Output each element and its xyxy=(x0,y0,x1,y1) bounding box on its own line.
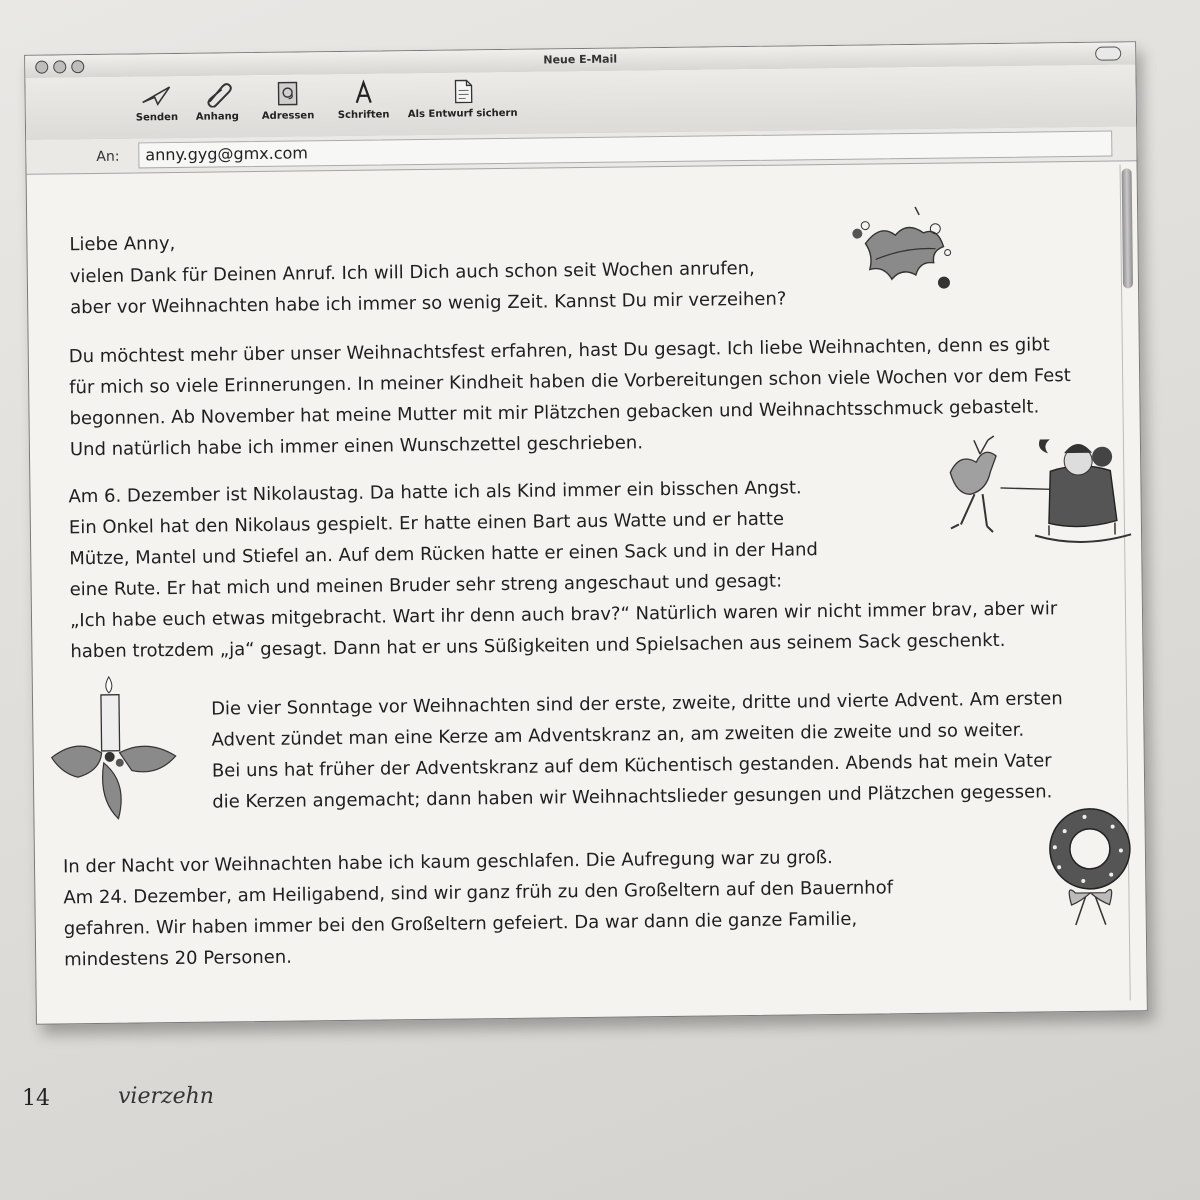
scrollbar-thumb[interactable] xyxy=(1122,168,1133,288)
paragraph-line: Am 24. Dezember, am Heiligabend, sind wir ganz früh zu den Großeltern auf den Bauernhof xyxy=(63,877,894,909)
paragraph-line: begonnen. Ab November hat meine Mutter mit mir Plätzchen gebacken und Weihnachtsschmuck gebastelt. xyxy=(69,396,1040,430)
paragraph-line: Und natürlich habe ich immer einen Wunschzettel geschrieben. xyxy=(69,432,644,461)
message-body[interactable] xyxy=(27,160,1147,1023)
save-draft-button[interactable] xyxy=(407,78,517,120)
address-book-icon xyxy=(275,80,301,106)
fonts-label: Schriften xyxy=(337,109,390,121)
holly-icon xyxy=(835,202,966,304)
page-number-word: vierzehn xyxy=(118,1084,214,1109)
paragraph-line: mindestens 20 Personen. xyxy=(64,946,293,971)
paperclip-icon xyxy=(202,81,232,107)
save-draft-label: Als Entwurf sichern xyxy=(407,107,518,121)
candle-holly-icon xyxy=(47,672,189,824)
paragraph-line: Mütze, Mantel und Stiefel an. Auf dem Rücken hatte er einen Sack und in der Hand xyxy=(69,539,819,570)
to-field[interactable]: anny.gyg@gmx.com xyxy=(138,131,1112,169)
email-window xyxy=(24,41,1148,1025)
paragraph-line: Die vier Sonntage vor Weihnachten sind der erste, zweite, dritte und vierte Advent. Am ersten xyxy=(210,688,1063,720)
paragraph-line: für mich so viele Erinnerungen. In meiner Kindheit haben die Vorbereitungen schon viele Wochen vor dem Fest xyxy=(69,365,1071,399)
paragraph-1 xyxy=(70,253,787,324)
paragraph-line: Ein Onkel hat den Nikolaus gespielt. Er hatte einen Bart aus Watte und er hatte xyxy=(68,508,785,539)
paragraph-line: haben trotzdem „ja“ gesagt. Dann hat er uns Süßigkeiten und Spielsachen aus seinem Sack geschenkt. xyxy=(70,629,1006,663)
paragraph-line: „Ich habe euch etwas mitgebracht. Wart ihr denn auch brav?“ Natürlich waren wir nicht immer brav, aber wir xyxy=(69,598,1058,632)
paragraph-line: Du möchtest mehr über unser Weihnachtsfest erfahren, hast Du gesagt. Ich liebe Weihnachten, denn es gibt xyxy=(68,334,1050,368)
paragraph-4 xyxy=(211,683,1064,817)
paragraph-line: aber vor Weihnachten habe ich immer so wenig Zeit. Kannst Du mir verzeihen? xyxy=(70,288,787,319)
advent-wreath-icon xyxy=(1034,800,1146,931)
paragraph-line: eine Rute. Er hat mich und meinen Bruder sehr streng angeschaut und gesagt: xyxy=(69,570,783,601)
paragraph-line: vielen Dank für Deinen Anruf. Ich will Dich auch schon seit Wochen anrufen, xyxy=(69,257,755,288)
addresses-label: Adressen xyxy=(261,110,315,122)
paragraph-line: gefahren. Wir haben immer bei den Großeltern gefeiert. Da war dann die ganze Familie, xyxy=(63,908,858,940)
send-button[interactable] xyxy=(135,82,178,124)
addresses-button[interactable] xyxy=(261,80,314,122)
paragraph-5 xyxy=(63,841,894,975)
paragraph-line: Bei uns hat früher der Adventskranz auf dem Küchentisch gestanden. Abends hat mein Vater xyxy=(211,750,1052,782)
page-number: 14 xyxy=(22,1086,50,1111)
paragraph-line: Am 6. Dezember ist Nikolaustag. Da hatte ich als Kind immer ein bisschen Angst. xyxy=(68,477,802,508)
fonts-button[interactable] xyxy=(337,79,389,121)
paragraph-2 xyxy=(69,329,1072,465)
to-label: An: xyxy=(96,148,120,165)
attach-button[interactable] xyxy=(195,81,239,123)
window-title: Neue E-Mail xyxy=(543,52,618,67)
toolbar-toggle-button[interactable] xyxy=(1095,46,1121,60)
font-icon xyxy=(350,80,376,106)
send-label: Senden xyxy=(135,111,179,124)
paragraph-line: Advent zündet man eine Kerze am Adventskranz an, am zweiten die zweite und so weiter. xyxy=(211,719,1025,751)
paragraph-line: die Kerzen angemacht; dann haben wir Weihnachtslieder gesungen und Plätzchen gegessen. xyxy=(212,781,1053,813)
send-icon xyxy=(140,82,174,108)
letter-greeting: Liebe Anny, xyxy=(69,232,176,256)
paragraph-3 xyxy=(68,469,1057,667)
attach-label: Anhang xyxy=(195,111,239,123)
draft-document-icon xyxy=(449,78,475,104)
santa-sleigh-icon xyxy=(930,430,1142,563)
paragraph-line: In der Nacht vor Weihnachten habe ich kaum geschlafen. Die Aufregung war zu groß. xyxy=(62,847,833,878)
